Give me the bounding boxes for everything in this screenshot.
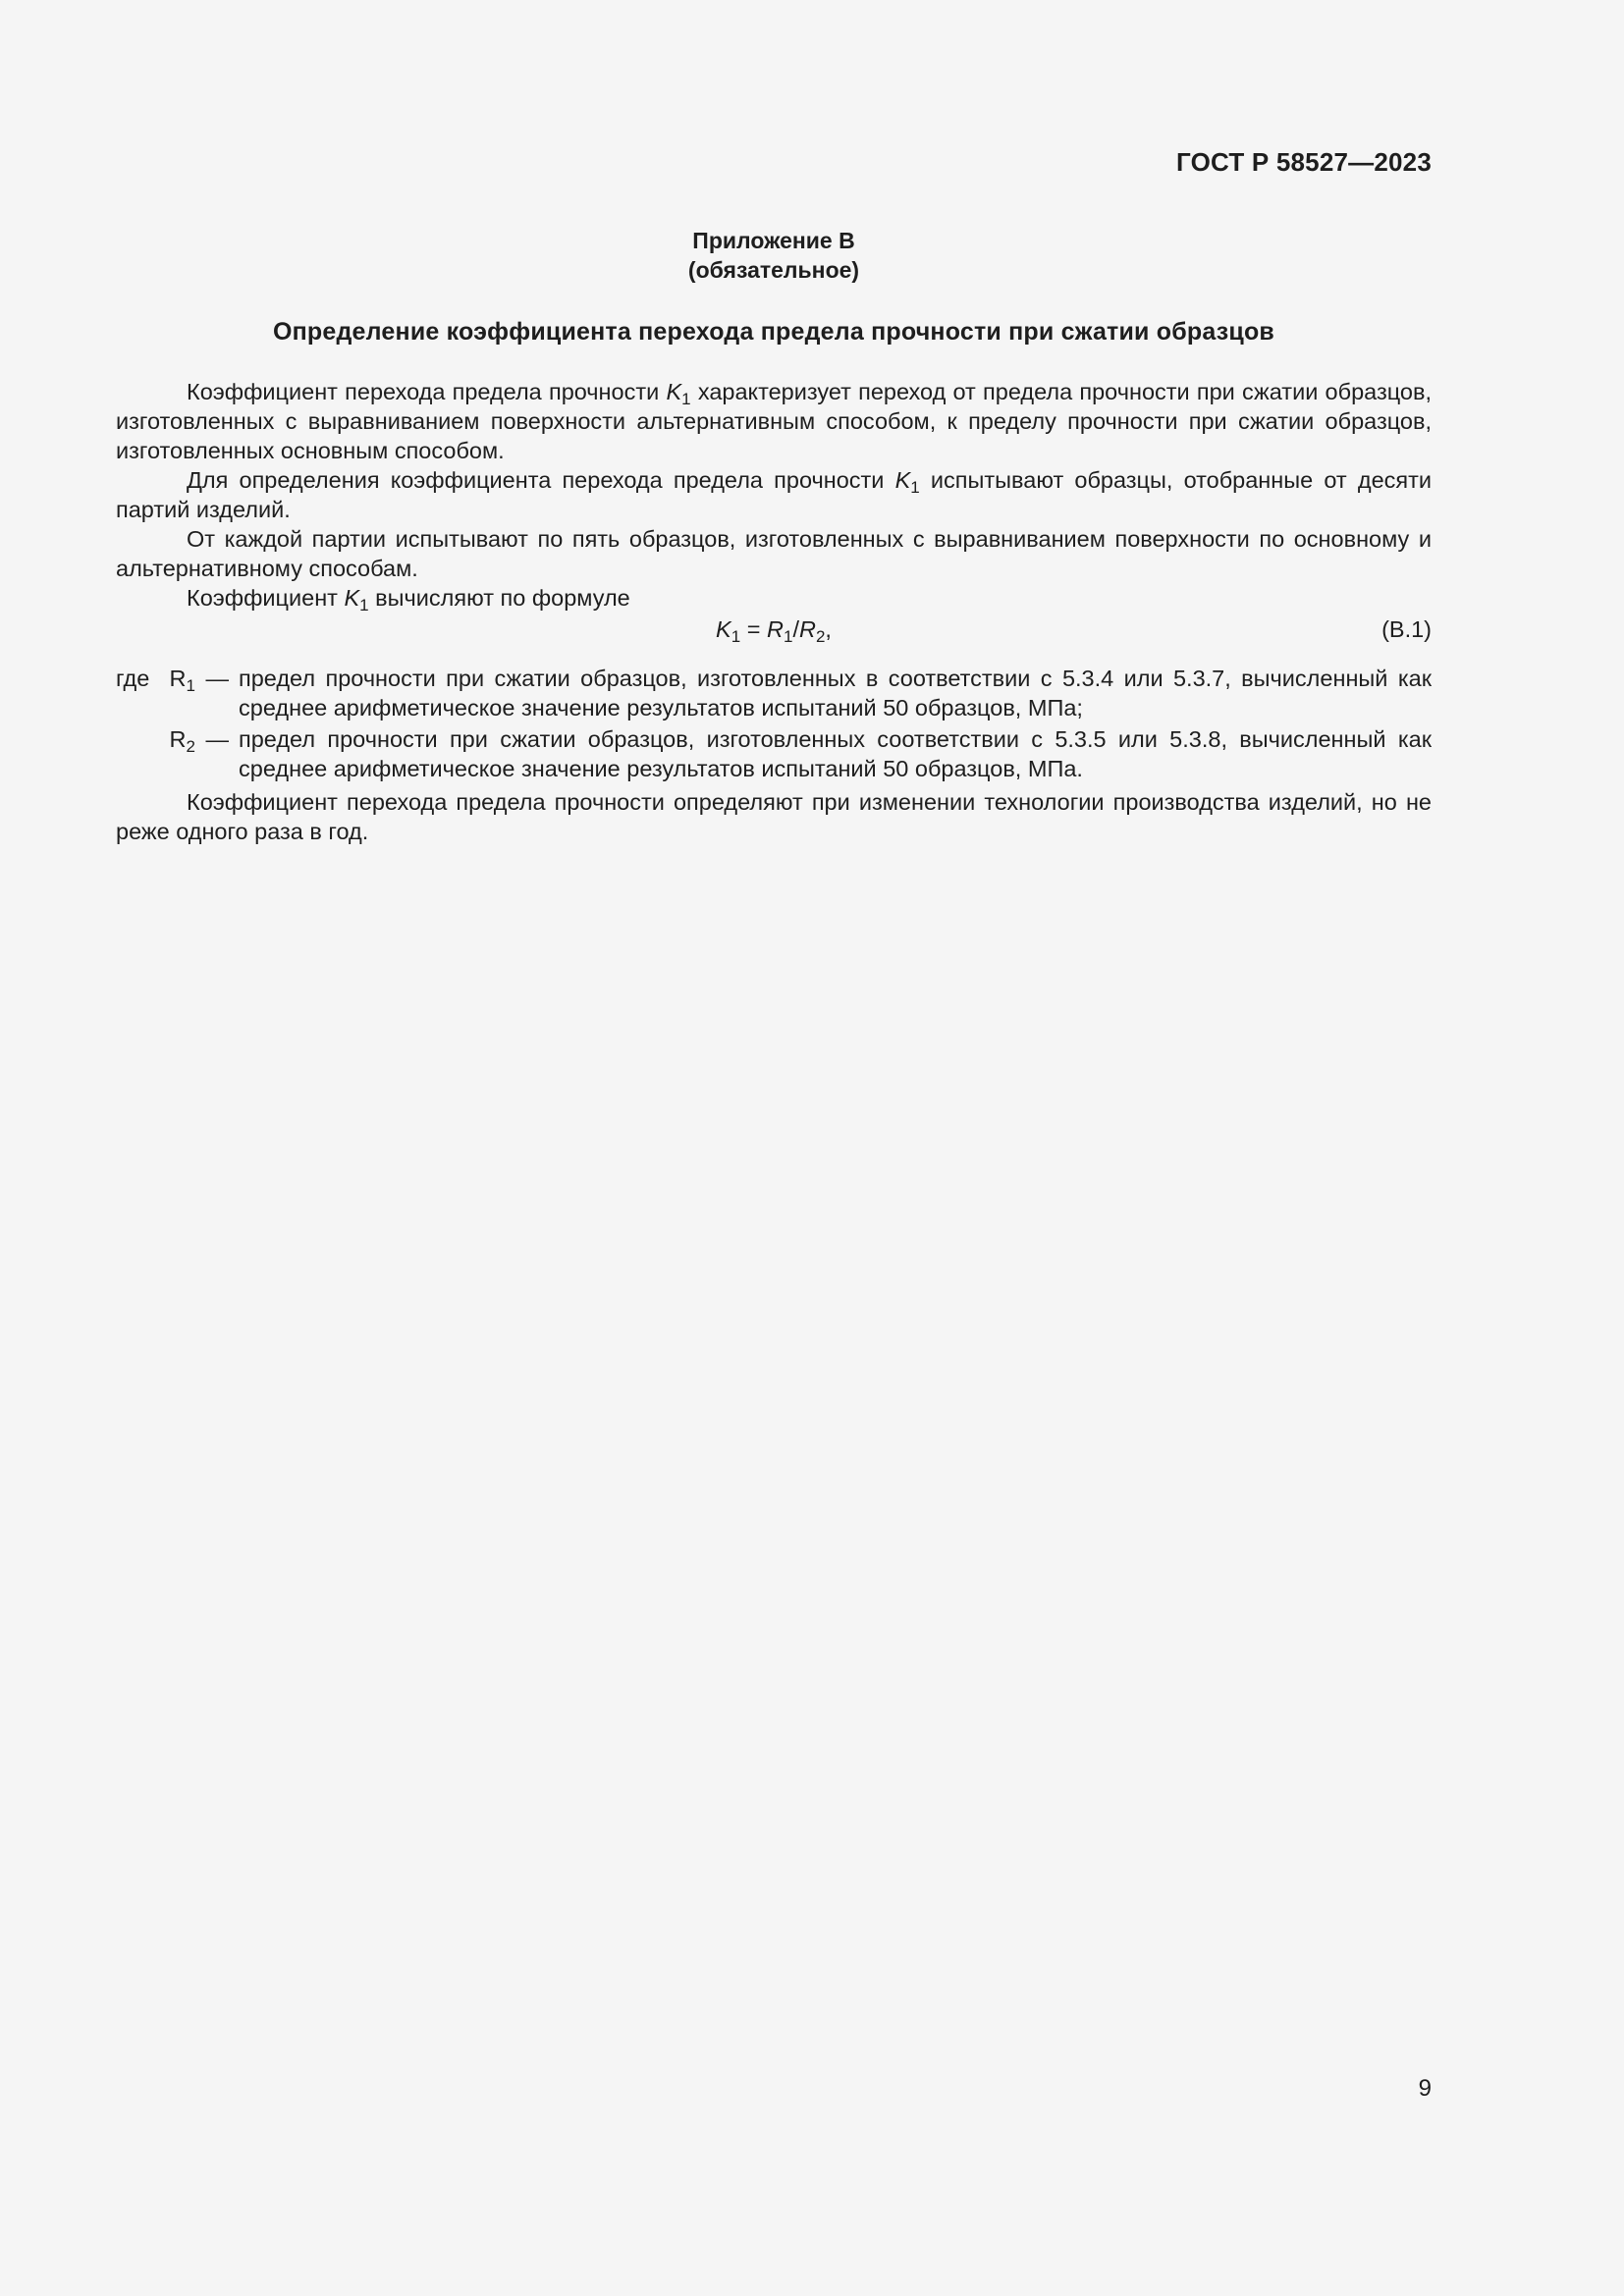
body-text	[116, 377, 1432, 846]
appendix-heading	[116, 226, 1432, 285]
where-symbol-letter: R	[169, 726, 187, 752]
where-symbol-subscript: 2	[186, 737, 195, 756]
where-description: предел прочности при сжатии образцов, изготовленных в соответствии с 5.3.4 или 5.3.7, вычисленный как среднее арифметическое значение результатов испытаний 50 образцов, МПа;	[239, 666, 1432, 721]
symbol-k-subscript: 1	[681, 390, 691, 408]
where-symbol	[170, 724, 195, 754]
symbol-k-subscript: 1	[359, 596, 369, 614]
paragraph-1-text-b: характеризует переход от предела прочности при сжатии образцов, изготовленных с выравниванием поверхности альтернативным способом, к пределу прочности при сжатии образцов, изготовленных основным способом.	[116, 379, 1432, 463]
formula-number: (В.1)	[1381, 616, 1432, 642]
paragraph-4-text-b: вычисляют по формуле	[368, 585, 630, 611]
formula-slash: /	[792, 616, 799, 642]
where-item-r1	[116, 664, 1432, 722]
section-title: Определение коэффициента перехода предела прочности при сжатии образцов	[272, 318, 1275, 346]
symbol-k-subscript: 1	[910, 478, 920, 497]
where-dash: —	[205, 726, 229, 752]
where-item-r2	[116, 724, 1432, 783]
paragraph-2-text-b: испытывают образцы, отобранные от десяти партий изделий.	[116, 467, 1433, 522]
document-page	[116, 0, 1432, 2296]
formula	[116, 614, 1432, 644]
appendix-title: Приложение В	[692, 228, 855, 253]
paragraph-4	[116, 583, 1432, 613]
where-symbol-subscript: 1	[186, 676, 195, 695]
paragraph-3: От каждой партии испытывают по пять образцов, изготовленных с выравниванием поверхности по основному и альтернативному способам.	[116, 526, 1432, 581]
formula-row	[116, 614, 1432, 654]
paragraph-4-text-a: Коэффициент	[187, 585, 345, 611]
paragraph-2	[116, 465, 1432, 524]
where-description: предел прочности при сжатии образцов, изготовленных соответствии с 5.3.5 или 5.3.8, вычисленный как среднее арифметическое значение результатов испытаний 50 образцов, МПа.	[239, 726, 1432, 781]
where-word: где	[116, 666, 150, 691]
document-code: ГОСТ Р 58527—2023	[1176, 147, 1432, 177]
symbol-k: K	[666, 379, 682, 404]
formula-r1-subscript: 1	[783, 627, 793, 646]
page-number: 9	[1418, 2075, 1432, 2102]
formula-comma: ,	[825, 616, 832, 642]
formula-lhs-symbol: K	[716, 616, 731, 642]
formula-r2-symbol: R	[798, 616, 816, 642]
paragraph-5: Коэффициент перехода предела прочности определяют при изменении технологии производства изделий, но не реже одного раза в год.	[116, 789, 1432, 844]
formula-equals: =	[740, 616, 767, 642]
formula-lhs-subscript: 1	[731, 627, 741, 646]
paragraph-2-text-a: Для определения коэффициента перехода предела прочности	[187, 467, 895, 493]
where-symbol	[170, 664, 195, 693]
paragraph-1	[116, 377, 1432, 465]
symbol-k: K	[344, 585, 360, 611]
where-symbol-letter: R	[169, 666, 187, 691]
formula-r1-symbol: R	[766, 616, 784, 642]
appendix-status: (обязательное)	[687, 257, 860, 283]
formula-r2-subscript: 2	[815, 627, 826, 646]
paragraph-1-text-a: Коэффициент перехода предела прочности	[187, 379, 667, 404]
where-dash: —	[205, 666, 229, 691]
symbol-k: K	[894, 467, 911, 493]
